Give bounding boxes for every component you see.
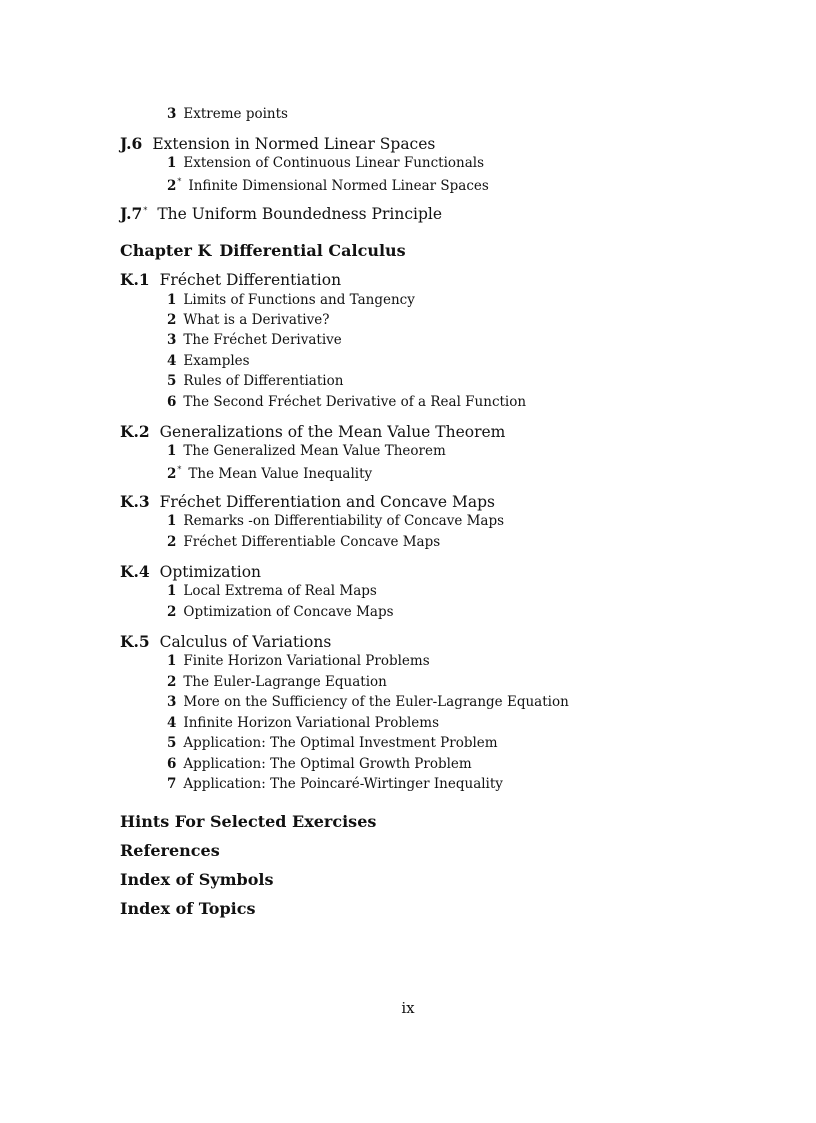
toc-section-k3[interactable] xyxy=(120,494,495,511)
section-number: K.2 xyxy=(120,422,150,441)
entry-number: 6 xyxy=(167,756,177,772)
starred-marker: * xyxy=(177,465,182,474)
entry-number: 4 xyxy=(167,353,177,369)
entry-title: Infinite Dimensional Normed Linear Spaces xyxy=(188,178,489,194)
toc-references[interactable]: References xyxy=(120,841,220,860)
entry-title: Application: The Optimal Growth Problem xyxy=(183,756,472,772)
entry-number: 3 xyxy=(167,694,177,710)
section-title: Fréchet Differentiation and Concave Maps xyxy=(159,493,495,511)
toc-entry-k3-2[interactable] xyxy=(167,536,440,550)
entry-title: The Fréchet Derivative xyxy=(183,332,342,348)
toc-entry-k3-1[interactable] xyxy=(167,515,504,529)
section-number: K.4 xyxy=(120,562,150,581)
entry-title: The Second Fréchet Derivative of a Real Function xyxy=(183,394,527,410)
entry-title: Application: The Optimal Investment Problem xyxy=(183,735,498,751)
toc-entry-k1-4[interactable] xyxy=(167,355,250,369)
toc-entry-k1-6[interactable] xyxy=(167,396,526,410)
entry-number: 1 xyxy=(167,583,177,599)
toc-section-j6[interactable] xyxy=(120,136,435,153)
entry-title: Examples xyxy=(183,353,250,369)
toc-entry-k5-4[interactable] xyxy=(167,717,439,731)
section-title: Extension in Normed Linear Spaces xyxy=(152,135,436,153)
toc-entry-k2-1[interactable] xyxy=(167,445,446,459)
section-number: J.6 xyxy=(120,134,143,153)
toc-entry-k1-3[interactable] xyxy=(167,334,342,348)
entry-number: 2 xyxy=(167,674,177,690)
entry-number: 1 xyxy=(167,155,177,171)
toc-entry-k4-1[interactable] xyxy=(167,585,377,599)
toc-entry-k1-5[interactable] xyxy=(167,375,343,389)
toc-section-j7[interactable] xyxy=(120,206,442,223)
entry-title: The Euler-Lagrange Equation xyxy=(183,674,387,690)
entry-title: Extreme points xyxy=(183,106,288,122)
chapter-label: Chapter K xyxy=(120,241,212,260)
entry-title: Optimization of Concave Maps xyxy=(183,604,394,620)
section-title: Fréchet Differentiation xyxy=(159,271,342,289)
toc-entry-k5-1[interactable] xyxy=(167,655,430,669)
toc-entry-k5-5[interactable] xyxy=(167,737,498,751)
section-number: K.3 xyxy=(120,492,150,511)
toc-entry-k1-2[interactable] xyxy=(167,314,329,328)
entry-number: 2* xyxy=(167,177,182,194)
section-title: Optimization xyxy=(159,563,262,581)
section-title: Generalizations of the Mean Value Theorem xyxy=(159,423,506,441)
entry-title: Fréchet Differentiable Concave Maps xyxy=(183,534,441,550)
entry-title: Local Extrema of Real Maps xyxy=(183,583,377,599)
toc-entry-k2-2[interactable] xyxy=(167,466,372,482)
toc-entry-j6-1[interactable] xyxy=(167,157,484,171)
section-number: K.1 xyxy=(120,270,150,289)
entry-number: 2* xyxy=(167,465,182,482)
section-title: The Uniform Boundedness Principle xyxy=(157,205,443,223)
toc-entry-k5-6[interactable] xyxy=(167,758,472,772)
section-title: Calculus of Variations xyxy=(159,633,332,651)
toc-entry-k4-2[interactable] xyxy=(167,606,394,620)
entry-title: Application: The Poincaré-Wirtinger Inequality xyxy=(183,776,503,792)
entry-number: 6 xyxy=(167,394,177,410)
toc-entry-j5-3[interactable] xyxy=(167,108,288,122)
toc-entry-j6-2[interactable] xyxy=(167,178,489,194)
toc-index-of-symbols[interactable]: Index of Symbols xyxy=(120,870,274,889)
entry-number: 5 xyxy=(167,373,177,389)
entry-number: 7 xyxy=(167,776,177,792)
entry-title: Remarks -on Differentiability of Concave Maps xyxy=(183,513,505,529)
entry-number: 2 xyxy=(167,604,177,620)
entry-number: 3 xyxy=(167,332,177,348)
entry-title: Infinite Horizon Variational Problems xyxy=(183,715,439,731)
section-number: J.7* xyxy=(120,204,148,223)
entry-number: 1 xyxy=(167,513,177,529)
toc-entry-k1-1[interactable] xyxy=(167,294,415,308)
toc-entry-k5-2[interactable] xyxy=(167,676,387,690)
entry-number: 2 xyxy=(167,534,177,550)
entry-number: 5 xyxy=(167,735,177,751)
toc-section-k5[interactable] xyxy=(120,634,331,651)
toc-chapter-k[interactable] xyxy=(120,243,406,259)
toc-section-k4[interactable] xyxy=(120,564,261,581)
entry-title: Rules of Differentiation xyxy=(183,373,344,389)
entry-title: More on the Sufficiency of the Euler-Lagrange Equation xyxy=(183,694,569,710)
entry-title: The Mean Value Inequality xyxy=(188,466,373,482)
toc-entry-k5-3[interactable] xyxy=(167,696,569,710)
entry-number: 3 xyxy=(167,106,177,122)
entry-number: 2 xyxy=(167,312,177,328)
entry-title: Limits of Functions and Tangency xyxy=(183,292,415,308)
page-number: ix xyxy=(401,999,415,1017)
toc-section-k2[interactable] xyxy=(120,424,505,441)
entry-title: Extension of Continuous Linear Functionals xyxy=(183,155,485,171)
toc-hints[interactable]: Hints For Selected Exercises xyxy=(120,812,377,831)
section-number: K.5 xyxy=(120,632,150,651)
entry-title: Finite Horizon Variational Problems xyxy=(183,653,430,669)
entry-number: 1 xyxy=(167,653,177,669)
entry-title: What is a Derivative? xyxy=(183,312,330,328)
entry-title: The Generalized Mean Value Theorem xyxy=(183,443,446,459)
starred-marker: * xyxy=(177,177,182,186)
toc-section-k1[interactable] xyxy=(120,272,341,289)
chapter-title: Differential Calculus xyxy=(219,241,406,260)
toc-index-of-topics[interactable]: Index of Topics xyxy=(120,899,256,918)
starred-marker: * xyxy=(143,206,148,215)
toc-entry-k5-7[interactable] xyxy=(167,778,503,792)
entry-number: 1 xyxy=(167,292,177,308)
entry-number: 1 xyxy=(167,443,177,459)
entry-number: 4 xyxy=(167,715,177,731)
